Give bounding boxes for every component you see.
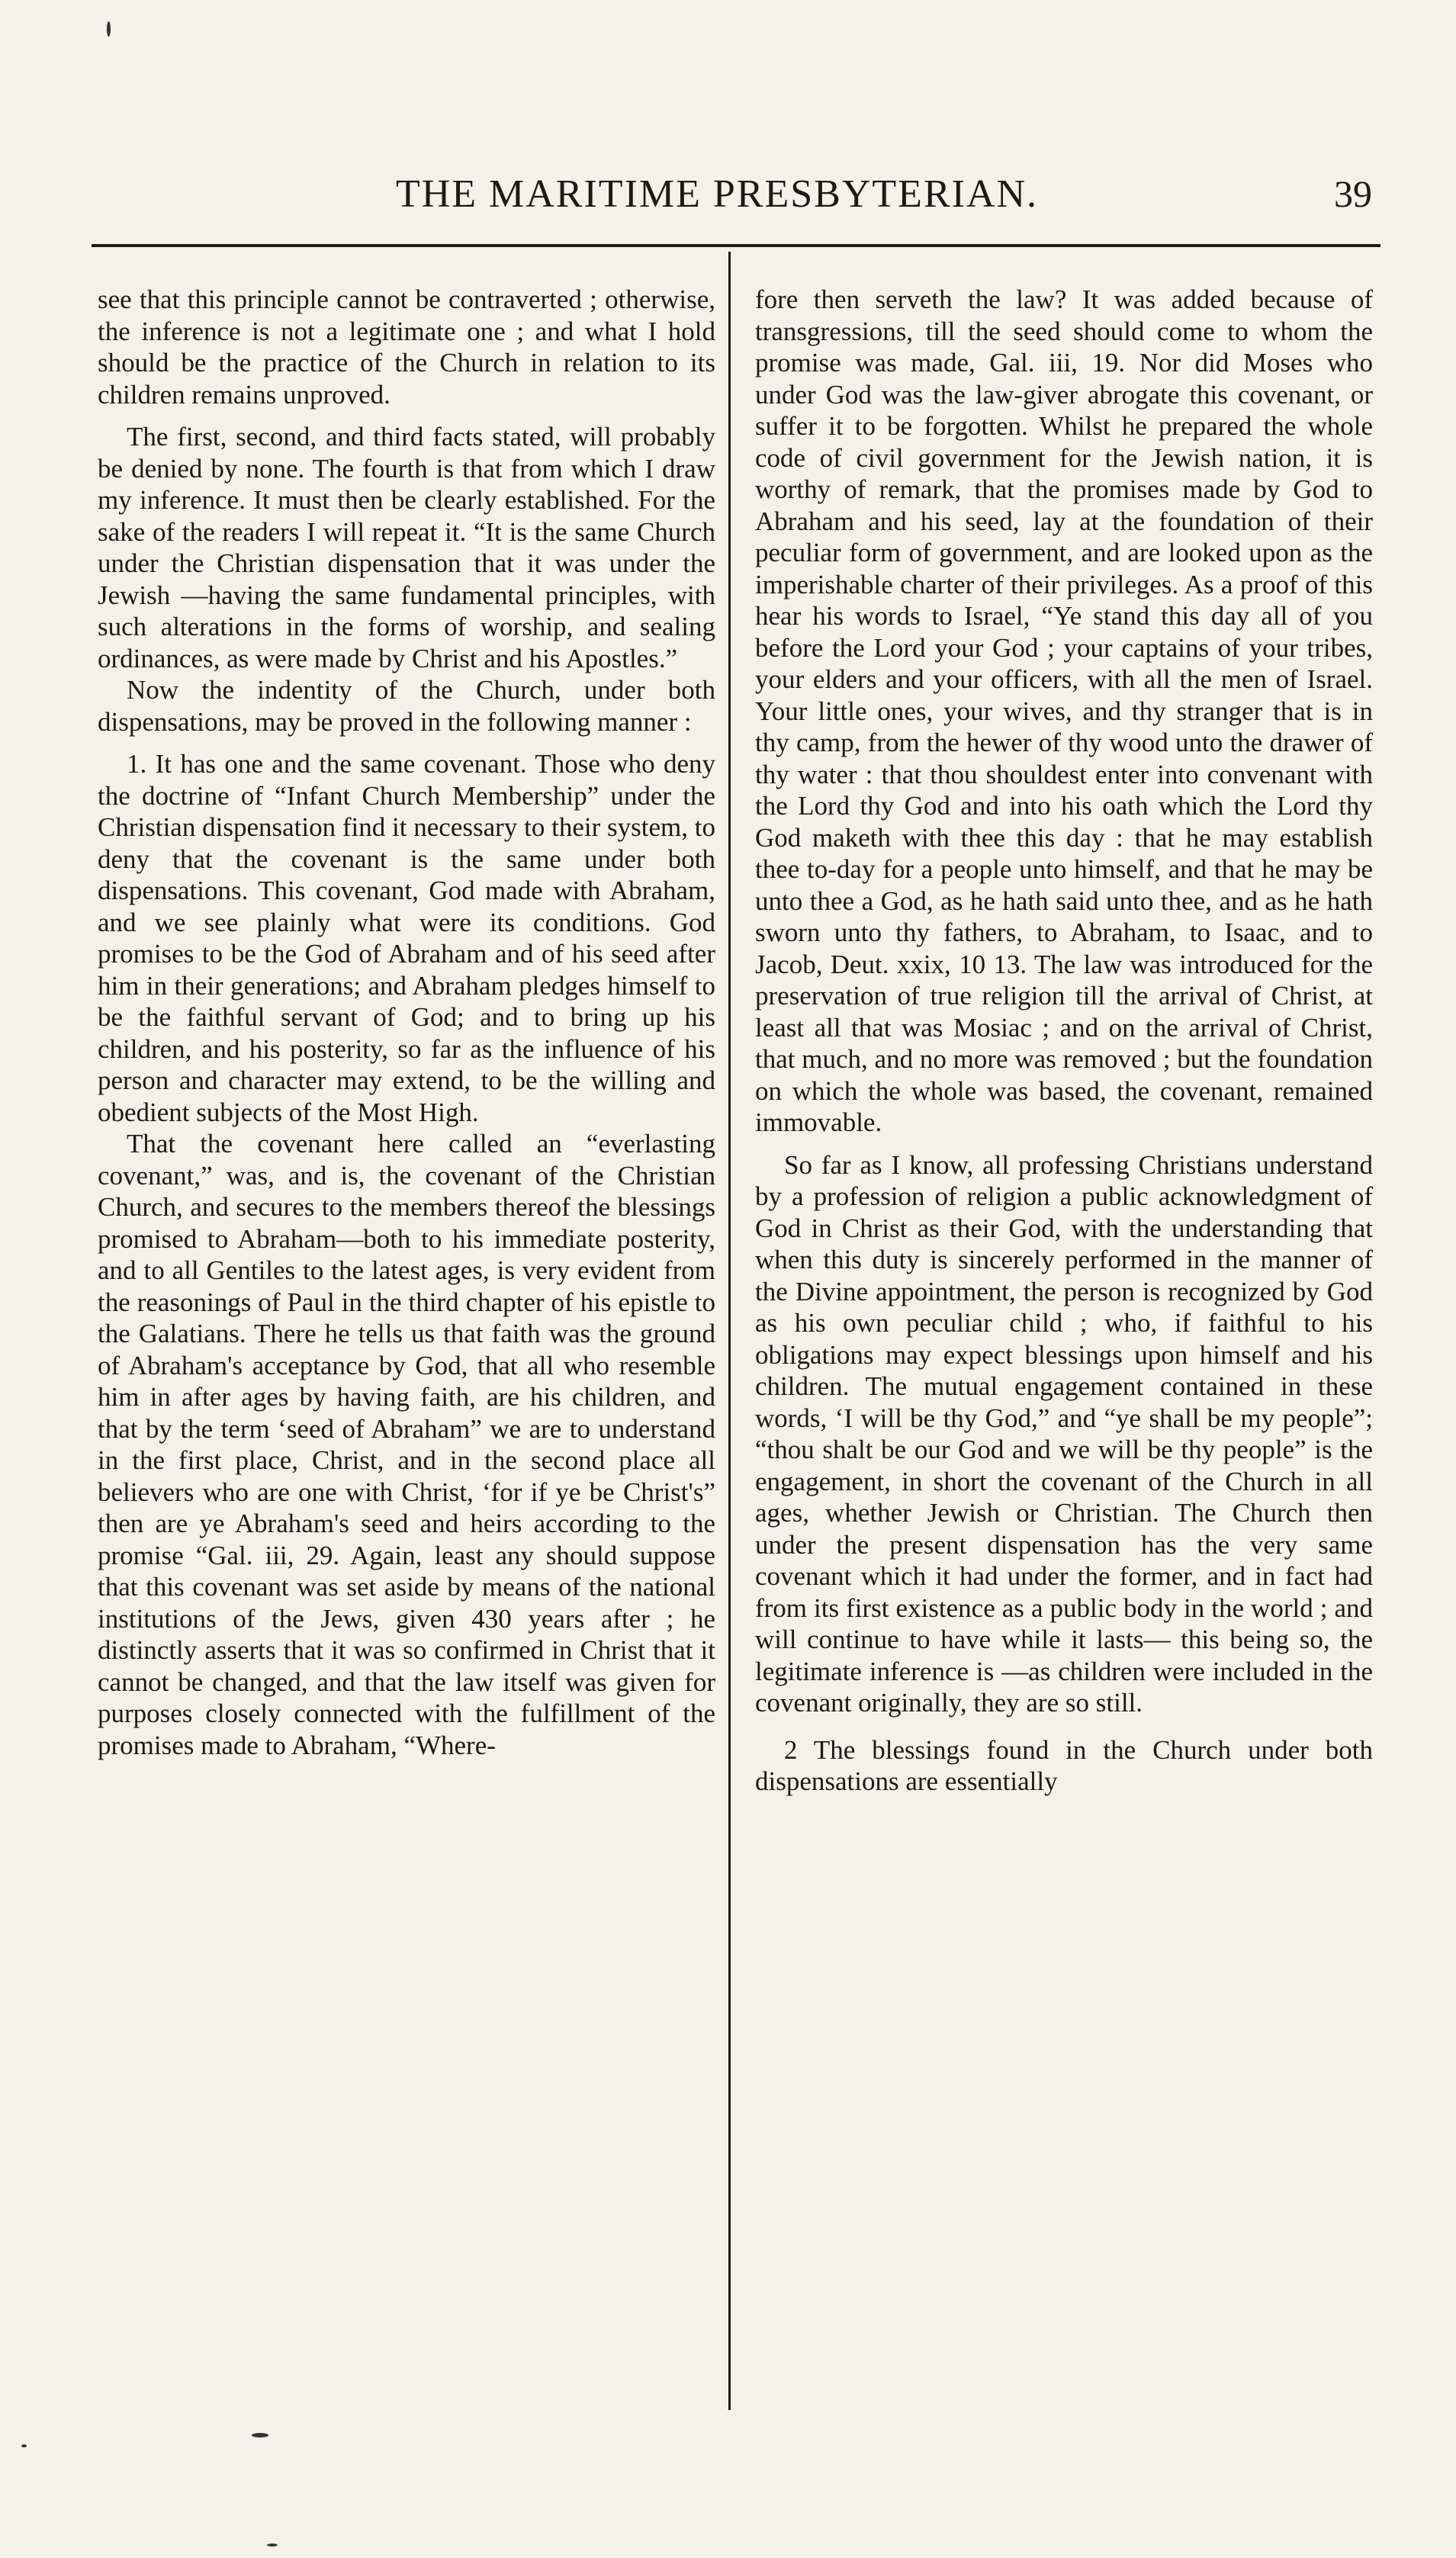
ink-speck <box>107 21 111 37</box>
paragraph: That the covenant here called an “everlasting covenant,” was, and is, the covenant of the Christian Church, and secures to the members thereof the blessings promised to Abraham—both to his immediate posterity, and to all Gentiles to the latest ages, is very evident from the reasonings of Paul in the third chapter of his epistle to the Galatians. There he tells us that faith was the ground of Abraham's acceptance by God, that all who resemble him in after ages by having faith, are his children, and that by the term ‘seed of Abraham” we are to understand in the first place, Christ, and in the second place all believers who are one with Christ, ‘for if ye be Christ's” then are ye Abraham's seed and heirs according to the promise “Gal. iii, 29. Again, least any should suppose that this covenant was set aside by means of the national institutions of the Jews, given 430 years after ; he distinctly asserts that it was so confirmed in Christ that it cannot be changed, and that the law itself was given for purposes closely connected with the fulfillment of the promises made to Abraham, “Where- <box>98 1129 715 1760</box>
paragraph: 2 The blessings found in the Church under both dispensations are essentially <box>755 1734 1373 1796</box>
paragraph: So far as I know, all professing Christians understand by a profession of religion a public acknowledgment of God in Christ as their God, with the understanding that when this duty is sincerely performed in the manner of the Divine appointment, the person is recognized by God as his own peculiar child ; who, if faithful to his obligations may expect blessings upon himself and his children. The mutual engagement contained in these words, ‘I will be thy God,” and “ye shall be my people”; “thou shalt be our God and we will be thy people” is the engagement, in short the covenant of the Church in all ages, whether Jewish or Christian. The Church then under the present dispensation has the very same covenant which it had under the former, and in fact had from its first existence as a public body in the world ; and will continue to have while it lasts— this being so, the legitimate inference is —as children were included in the covenant originally, they are so still. <box>755 1149 1373 1718</box>
paragraph: Now the indentity of the Church, under both dispensations, may be proved in the following manner : <box>98 675 715 737</box>
ink-speck <box>267 2544 278 2547</box>
right-column <box>755 284 1373 1798</box>
page-title: THE MARITIME PRESBYTERIAN. <box>395 172 1039 216</box>
column-divider <box>728 252 731 2410</box>
left-column <box>98 284 715 1761</box>
ink-speck <box>21 2444 27 2447</box>
paragraph: The first, second, and third facts stated, will probably be denied by none. The fourth is that from which I draw my inference. It must then be clearly established. For the sake of the readers I will repeat it. “It is the same Church under the Christian dispensation that it was under the Jewish —having the same fundamental principles, with such alterations in the forms of worship, and sealing ordinances, as were made by Christ and his Apostles.” <box>98 422 715 673</box>
paragraph: 1. It has one and the same covenant. Those who deny the doctrine of “Infant Church Membership” under the Christian dispensation find it necessary to their system, to deny that the covenant is the same under both dispensations. This covenant, God made with Abraham, and we see plainly what were its conditions. God promises to be the God of Abraham and of his seed after him in their generations; and Abraham pledges himself to be the faithful servant of God; and to bring up his children, and his posterity, so far as the influence of his person and character may extend, to be the willing and obedient subjects of the Most High. <box>98 749 715 1127</box>
paragraph: fore then serveth the law? It was added because of transgressions, till the seed should come to whom the promise was made, Gal. iii, 19. Nor did Moses who under God was the law-giver abrogate this covenant, or suffer it to be forgotten. Whilst he prepared the whole code of civil government for the Jewish nation, it is worthy of remark, that the promises made by God to Abraham and his seed, lay at the foundation of their peculiar form of government, and are looked upon as the imperishable charter of their privileges. As a proof of this hear his words to Israel, “Ye stand this day all of you before the Lord your God ; your captains of your tribes, your elders and your officers, with all the men of Israel. Your little ones, your wives, and thy stranger that is in thy camp, from the hewer of thy wood unto the drawer of thy water : that thou shouldest enter into convenant with the Lord thy God and into his oath which the Lord thy God maketh with thee this day : that he may establish thee to-day for a people unto himself, and that he may be unto thee a God, as he hath said unto thee, and as he hath sworn unto thy fathers, to Abraham, to Isaac, and to Jacob, Deut. xxix, 10 13. The law was introduced for the preservation of true religion till the arrival of Christ, at least all that was Mosiac ; and on the arrival of Christ, that much, and no more was removed ; but the foundation on which the whole was based, the covenant, remained immovable. <box>755 284 1373 1137</box>
paragraph: see that this principle cannot be contraverted ; otherwise, the inference is not a legitimate one ; and what I hold should be the practice of the Church in relation to its children remains unproved. <box>98 284 715 410</box>
ink-speck <box>252 2433 268 2437</box>
header-rule <box>92 244 1380 247</box>
page-header <box>0 172 1456 233</box>
page-number: 39 <box>1334 172 1372 215</box>
